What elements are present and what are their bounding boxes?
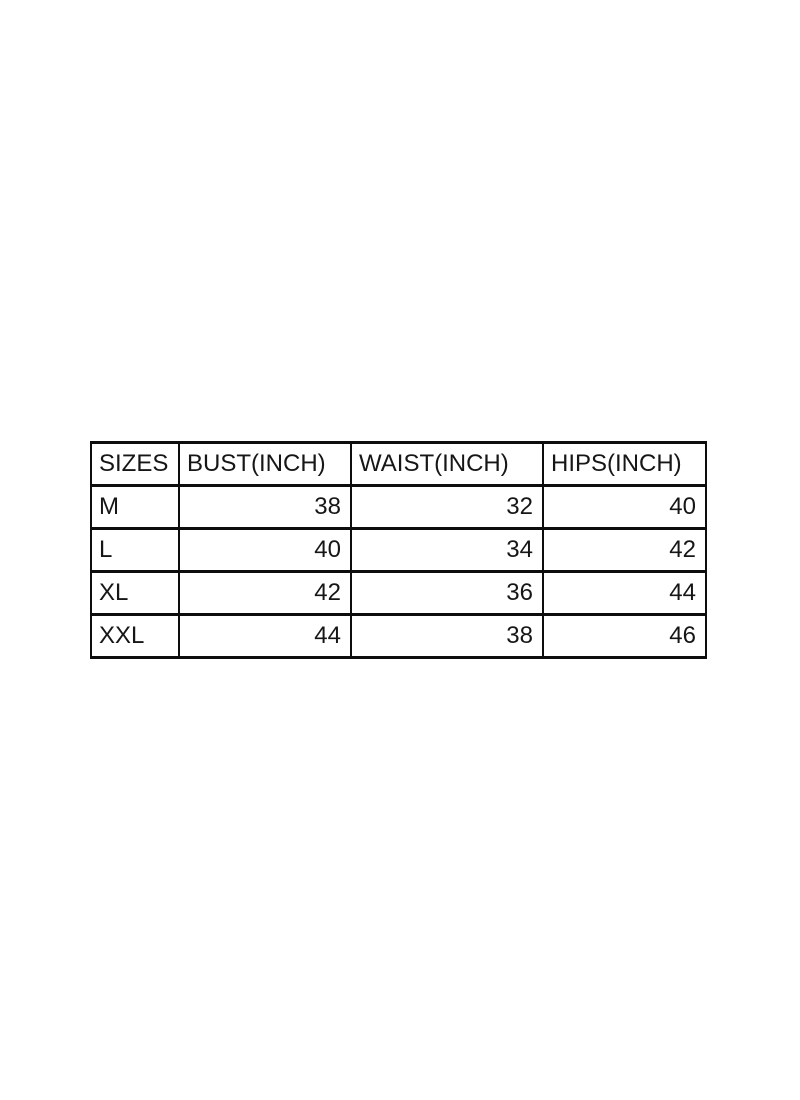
size-label-cell: M: [91, 486, 179, 529]
hips-value-cell: 40: [543, 486, 706, 529]
header-cell-hips: HIPS(INCH): [543, 443, 706, 486]
size-label-cell: XXL: [91, 615, 179, 658]
table-header-row: [91, 443, 706, 486]
header-cell-waist: WAIST(INCH): [351, 443, 543, 486]
bust-value-cell: 44: [179, 615, 351, 658]
waist-value-cell: 38: [351, 615, 543, 658]
hips-value-cell: 46: [543, 615, 706, 658]
header-cell-sizes: SIZES: [91, 443, 179, 486]
bust-value-cell: 40: [179, 529, 351, 572]
size-chart-table: [90, 441, 707, 659]
size-label-cell: XL: [91, 572, 179, 615]
hips-value-cell: 44: [543, 572, 706, 615]
table-row-xxl: [91, 615, 706, 658]
size-label-cell: L: [91, 529, 179, 572]
waist-value-cell: 36: [351, 572, 543, 615]
bust-value-cell: 38: [179, 486, 351, 529]
header-cell-bust: BUST(INCH): [179, 443, 351, 486]
waist-value-cell: 32: [351, 486, 543, 529]
table-row-xl: [91, 572, 706, 615]
waist-value-cell: 34: [351, 529, 543, 572]
table-row-l: [91, 529, 706, 572]
hips-value-cell: 42: [543, 529, 706, 572]
bust-value-cell: 42: [179, 572, 351, 615]
table-row-m: [91, 486, 706, 529]
